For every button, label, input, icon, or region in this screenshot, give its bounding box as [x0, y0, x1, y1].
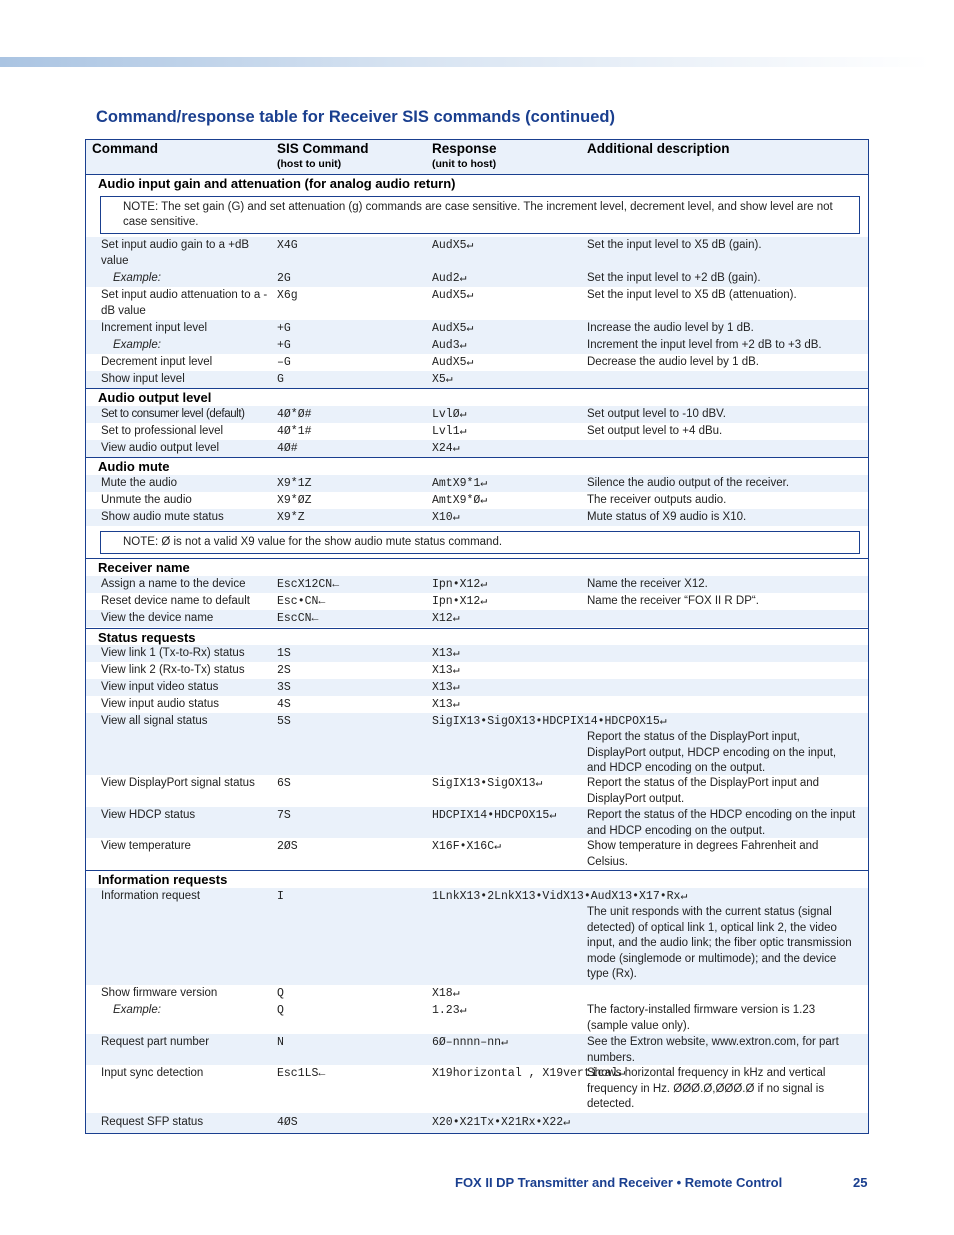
table-cell: Reset device name to default	[101, 595, 250, 607]
table-cell: Assign a name to the device	[101, 578, 246, 590]
table-row	[86, 662, 868, 679]
note-box: NOTE: Ø is not a valid X9 value for the show audio mute status command.	[100, 531, 860, 554]
table-cell: Esc1LS←	[277, 1067, 326, 1080]
table-row	[86, 440, 868, 457]
table-cell: SigIX13•SigOX13↵	[432, 777, 543, 790]
table-row	[86, 492, 868, 509]
section-header	[86, 174, 868, 194]
table-cell: HDCPIX14•HDCPOX15↵	[432, 809, 557, 822]
table-cell: Example:	[113, 272, 161, 284]
table-cell: Ipn•X12↵	[432, 595, 488, 608]
table-cell: –G	[277, 356, 291, 369]
table-cell: Set output level to -10 dBV.	[587, 408, 726, 420]
table-cell: 4Ø#	[277, 442, 298, 455]
table-cell: X13↵	[432, 647, 460, 660]
section-header	[86, 457, 868, 476]
table-cell: Esc•CN←	[277, 595, 326, 608]
table-cell: View input video status	[101, 681, 219, 693]
table-cell: X12↵	[432, 612, 460, 625]
table-cell: 4Ø*Ø#	[277, 408, 312, 421]
table-row	[86, 287, 868, 320]
table-cell: 1.23↵	[432, 1004, 467, 1017]
page-title: Command/response table for Receiver SIS commands (continued)	[96, 108, 615, 126]
section-title: Information requests	[98, 872, 228, 887]
table-cell: 6S	[277, 777, 291, 790]
table-cell: AudX5↵	[432, 239, 474, 252]
table-cell: The unit responds with the current status (signal detected) of optical link 1, optical link 2, the video input, and the audio link; the fiber optic transmission mode (singlemode or multimode); and the device type (Rx).	[587, 906, 852, 980]
section-header	[86, 628, 868, 646]
command-table	[85, 139, 869, 1134]
table-row	[86, 807, 868, 838]
table-cell: X16F•X16C↵	[432, 840, 502, 853]
table-cell: Show audio mute status	[101, 511, 224, 523]
table-cell: 4Ø*1#	[277, 425, 312, 438]
table-cell: View temperature	[101, 840, 191, 852]
table-cell: See the Extron website, www.extron.com, for part numbers.	[587, 1036, 839, 1064]
table-cell: View link 1 (Tx-to-Rx) status	[101, 647, 245, 659]
table-row	[86, 237, 868, 270]
table-cell: Set input audio gain to a +dB value	[101, 239, 250, 267]
table-cell: X24↵	[432, 442, 460, 455]
table-cell: View input audio status	[101, 698, 220, 710]
header-sis: SIS Command	[277, 141, 369, 156]
table-row	[86, 270, 868, 287]
table-cell: Information request	[101, 890, 201, 902]
table-cell: View the device name	[101, 612, 214, 624]
table-cell: 5S	[277, 715, 291, 728]
table-cell: Example:	[113, 339, 161, 351]
table-cell: The receiver outputs audio.	[587, 494, 727, 506]
table-cell: Set the input level to X5 dB (attenuation).	[587, 289, 797, 301]
table-row	[86, 576, 868, 593]
table-cell: X13↵	[432, 681, 460, 694]
table-cell: Decrement input level	[101, 356, 213, 368]
table-cell: X18↵	[432, 987, 460, 1000]
table-cell: X20•X21Tx•X21Rx•X22↵	[432, 1116, 571, 1129]
table-cell: 7S	[277, 809, 291, 822]
table-cell: X13↵	[432, 664, 460, 677]
table-cell: Show temperature in degrees Fahrenheit and Celsius.	[587, 840, 819, 868]
table-cell: Mute status of X9 audio is X10.	[587, 511, 747, 523]
section-title: Status requests	[98, 630, 196, 645]
table-cell: Set output level to +4 dBu.	[587, 425, 723, 437]
table-row	[86, 1065, 868, 1113]
table-cell: Set to professional level	[101, 425, 224, 437]
table-cell: Aud2↵	[432, 272, 467, 285]
table-cell: Shows horizontal frequency in kHz and vertical frequency in Hz. ØØØ.Ø,ØØØ.Ø if no signal is detected.	[587, 1067, 826, 1110]
table-cell: X19horizontal , X19vertical↵	[432, 1067, 626, 1080]
page-number: 25	[853, 1175, 868, 1190]
table-cell: Name the receiver X12.	[587, 578, 708, 590]
table-row	[86, 593, 868, 610]
table-cell: AudX5↵	[432, 322, 474, 335]
table-cell: View all signal status	[101, 715, 208, 727]
table-cell: +G	[277, 339, 291, 352]
table-cell: X9*ØZ	[277, 494, 312, 507]
table-cell: X4G	[277, 239, 298, 252]
table-cell: X5↵	[432, 373, 453, 386]
table-cell: Lvl1↵	[432, 425, 467, 438]
table-cell: Input sync detection	[101, 1067, 204, 1079]
table-row	[86, 423, 868, 440]
header-description: Additional description	[587, 141, 730, 156]
table-cell: Mute the audio	[101, 477, 178, 489]
table-cell: Show firmware version	[101, 987, 218, 999]
table-cell: 6Ø–nnnn–nn↵	[432, 1036, 508, 1049]
table-cell: 4ØS	[277, 1116, 298, 1129]
table-cell: X9*1Z	[277, 477, 312, 490]
table-cell: 1LnkX13•2LnkX13•VidX13•AudX13•X17•Rx↵	[432, 890, 688, 903]
table-cell: Increase the audio level by 1 dB.	[587, 322, 754, 334]
table-row	[86, 509, 868, 526]
table-cell: Request part number	[101, 1036, 210, 1048]
table-row	[86, 696, 868, 713]
section-title: Audio input gain and attenuation (for analog audio return)	[98, 176, 456, 191]
note-box: NOTE: The set gain (G) and set attenuation (g) commands are case sensitive. The increment level, decrement level, and show level are not case sensitive.	[100, 196, 860, 234]
table-row	[86, 1002, 868, 1034]
table-cell: 1S	[277, 647, 291, 660]
table-cell: N	[277, 1036, 284, 1049]
table-cell: Example:	[113, 1004, 161, 1016]
section-title: Receiver name	[98, 560, 190, 575]
table-cell: Report the status of the DisplayPort input, DisplayPort output, HDCP encoding on the input, and HDCP encoding on the output.	[587, 731, 837, 774]
table-row	[86, 406, 868, 423]
table-row	[86, 645, 868, 662]
table-row	[86, 610, 868, 627]
table-cell: View link 2 (Rx-to-Tx) status	[101, 664, 245, 676]
table-cell: Set the input level to X5 dB (gain).	[587, 239, 762, 251]
table-cell: 2S	[277, 664, 291, 677]
table-cell: Set the input level to +2 dB (gain).	[587, 272, 761, 284]
table-cell: Report the status of the DisplayPort input and DisplayPort output.	[587, 777, 820, 805]
table-row	[86, 838, 868, 870]
table-cell: AmtX9*Ø↵	[432, 494, 488, 507]
table-cell: G	[277, 373, 284, 386]
table-cell: Q	[277, 987, 284, 1000]
table-cell: Request SFP status	[101, 1116, 204, 1128]
table-cell: Silence the audio output of the receiver.	[587, 477, 790, 489]
table-row	[86, 1113, 868, 1133]
table-cell: View HDCP status	[101, 809, 196, 821]
top-accent-bar	[0, 57, 930, 67]
table-cell: 4S	[277, 698, 291, 711]
table-cell: Unmute the audio	[101, 494, 192, 506]
table-row	[86, 775, 868, 807]
footer-title: FOX II DP Transmitter and Receiver • Remote Control	[455, 1175, 783, 1190]
table-cell: Ipn•X12↵	[432, 578, 488, 591]
table-cell: +G	[277, 322, 291, 335]
table-cell: Decrease the audio level by 1 dB.	[587, 356, 759, 368]
table-row	[86, 371, 868, 388]
table-cell: LvlØ↵	[432, 408, 467, 421]
table-cell: The factory-installed firmware version is 1.23 (sample value only).	[587, 1004, 816, 1032]
table-cell: AudX5↵	[432, 356, 474, 369]
table-cell: EscX12CN←	[277, 578, 340, 591]
table-cell: Aud3↵	[432, 339, 467, 352]
table-row	[86, 320, 868, 337]
table-cell: Set input audio attenuation to a -dB value	[101, 289, 268, 317]
table-cell: Q	[277, 1004, 284, 1017]
table-cell: Name the receiver “FOX II R DP“.	[587, 595, 759, 607]
table-cell: I	[277, 890, 284, 903]
table-cell: X10↵	[432, 511, 460, 524]
section-title: Audio mute	[98, 459, 170, 474]
table-row	[86, 679, 868, 696]
table-cell: Increment the input level from +2 dB to +3 dB.	[587, 339, 822, 351]
table-cell: 2ØS	[277, 840, 298, 853]
header-response-sub: (unit to host)	[432, 158, 497, 170]
section-header	[86, 870, 868, 889]
table-cell: X13↵	[432, 698, 460, 711]
table-cell: EscCN←	[277, 612, 319, 625]
table-row	[86, 475, 868, 492]
header-response: Response	[432, 141, 497, 156]
table-row	[86, 985, 868, 1002]
table-row	[86, 888, 868, 985]
table-cell: SigIX13•SigOX13•HDCPIX14•HDCPOX15↵	[432, 715, 667, 728]
table-cell: View audio output level	[101, 442, 220, 454]
table-cell: Set to consumer level (default)	[101, 408, 245, 420]
table-row	[86, 1034, 868, 1065]
section-header	[86, 558, 868, 577]
table-cell: AudX5↵	[432, 289, 474, 302]
table-cell: X6g	[277, 289, 298, 302]
table-cell: X9*Z	[277, 511, 305, 524]
table-cell: 3S	[277, 681, 291, 694]
section-title: Audio output level	[98, 390, 212, 405]
table-row	[86, 713, 868, 775]
table-header	[86, 140, 868, 175]
table-cell: AmtX9*1↵	[432, 477, 488, 490]
table-row	[86, 337, 868, 354]
table-row	[86, 354, 868, 371]
table-cell: View DisplayPort signal status	[101, 777, 255, 789]
header-sis-sub: (host to unit)	[277, 158, 342, 170]
table-cell: Increment input level	[101, 322, 208, 334]
table-cell: 2G	[277, 272, 291, 285]
table-cell: Show input level	[101, 373, 185, 385]
header-command: Command	[92, 141, 159, 156]
table-cell: Report the status of the HDCP encoding on the input and HDCP encoding on the output.	[587, 809, 856, 837]
section-header	[86, 388, 868, 407]
